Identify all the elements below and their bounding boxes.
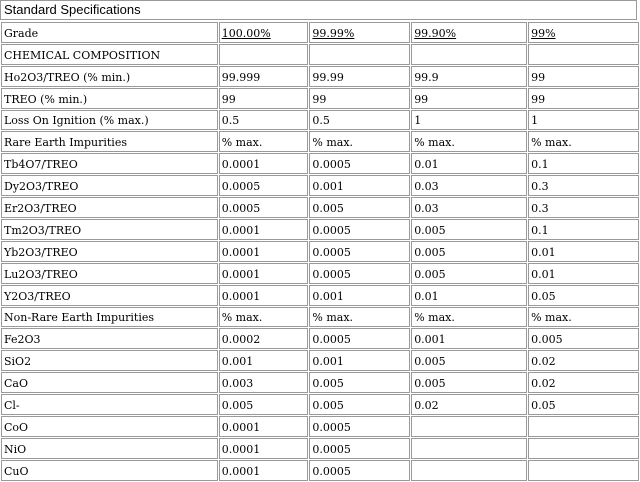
table-row — [1, 88, 639, 109]
value-cell: 0.005 — [411, 350, 527, 371]
row-label-cell: SiO2 — [1, 350, 218, 371]
row-label-cell: Ho2O3/TREO (% min.) — [1, 66, 218, 87]
value-cell: % max. — [528, 131, 639, 152]
table-row — [1, 394, 639, 415]
row-label-cell: Rare Earth Impurities — [1, 131, 218, 152]
spec-table-body — [1, 22, 639, 481]
value-cell: 0.003 — [219, 372, 309, 393]
table-row — [1, 241, 639, 262]
value-cell — [309, 44, 410, 65]
value-cell: 0.0002 — [219, 328, 309, 349]
value-cell — [528, 416, 639, 437]
value-cell: 0.001 — [219, 350, 309, 371]
row-label-cell: CoO — [1, 416, 218, 437]
value-cell: 0.005 — [309, 197, 410, 218]
table-row — [1, 350, 639, 371]
value-cell: 0.03 — [411, 175, 527, 196]
value-cell: % max. — [411, 307, 527, 328]
value-cell: 99% — [528, 22, 639, 43]
value-cell: 0.005 — [219, 394, 309, 415]
value-cell: 0.0001 — [219, 416, 309, 437]
table-row — [1, 219, 639, 240]
value-cell: 0.3 — [528, 175, 639, 196]
value-cell: 0.0005 — [309, 263, 410, 284]
row-label-cell: Loss On Ignition (% max.) — [1, 110, 218, 131]
value-cell: 0.0005 — [309, 438, 410, 459]
value-cell: 0.03 — [411, 197, 527, 218]
value-cell: 0.1 — [528, 219, 639, 240]
value-cell: 0.01 — [528, 263, 639, 284]
row-label-cell: Non-Rare Earth Impurities — [1, 307, 218, 328]
value-cell — [411, 44, 527, 65]
table-row — [1, 263, 639, 284]
value-cell: 0.005 — [309, 372, 410, 393]
table-row — [1, 460, 639, 481]
value-cell: 0.005 — [411, 263, 527, 284]
row-label-cell: Dy2O3/TREO — [1, 175, 218, 196]
value-cell: 0.001 — [309, 285, 410, 306]
row-label-cell: Yb2O3/TREO — [1, 241, 218, 262]
value-cell: 0.0005 — [309, 153, 410, 174]
value-cell: 0.1 — [528, 153, 639, 174]
value-cell: % max. — [309, 131, 410, 152]
value-cell: 100.00% — [219, 22, 309, 43]
value-cell: 0.0001 — [219, 263, 309, 284]
table-row — [1, 416, 639, 437]
value-cell: 99 — [219, 88, 309, 109]
table-row — [1, 131, 639, 152]
table-row — [1, 153, 639, 174]
row-label-cell: Cl- — [1, 394, 218, 415]
value-cell: 99.99 — [309, 66, 410, 87]
value-cell: 1 — [528, 110, 639, 131]
value-cell: 99 — [309, 88, 410, 109]
row-label-cell: Grade — [1, 22, 218, 43]
value-cell: 0.0001 — [219, 460, 309, 481]
table-title: Standard Specifications — [0, 0, 637, 20]
value-cell: 0.02 — [411, 394, 527, 415]
value-cell — [219, 44, 309, 65]
value-cell: 0.0005 — [309, 460, 410, 481]
table-row — [1, 66, 639, 87]
value-cell: 0.001 — [309, 175, 410, 196]
value-cell — [411, 416, 527, 437]
row-label-cell: NiO — [1, 438, 218, 459]
value-cell: 0.005 — [411, 219, 527, 240]
spec-table — [0, 21, 640, 482]
value-cell: 99 — [411, 88, 527, 109]
value-cell: 0.0001 — [219, 438, 309, 459]
row-label-cell: Fe2O3 — [1, 328, 218, 349]
value-cell: 0.01 — [411, 153, 527, 174]
value-cell: 0.0001 — [219, 241, 309, 262]
value-cell: 0.0005 — [309, 328, 410, 349]
row-label-cell: CuO — [1, 460, 218, 481]
row-label-cell: TREO (% min.) — [1, 88, 218, 109]
value-cell: 99 — [528, 88, 639, 109]
value-cell: 0.0001 — [219, 153, 309, 174]
value-cell: % max. — [309, 307, 410, 328]
row-label-cell: CHEMICAL COMPOSITION — [1, 44, 218, 65]
value-cell: 0.01 — [528, 241, 639, 262]
value-cell: % max. — [411, 131, 527, 152]
value-cell: 0.0005 — [309, 219, 410, 240]
value-cell: 1 — [411, 110, 527, 131]
value-cell: 0.02 — [528, 350, 639, 371]
row-label-cell: Tb4O7/TREO — [1, 153, 218, 174]
value-cell: 0.0005 — [219, 197, 309, 218]
value-cell: 99.999 — [219, 66, 309, 87]
value-cell: 0.005 — [411, 241, 527, 262]
value-cell: 0.02 — [528, 372, 639, 393]
table-row — [1, 44, 639, 65]
row-label-cell: Lu2O3/TREO — [1, 263, 218, 284]
value-cell: 0.01 — [411, 285, 527, 306]
table-row — [1, 175, 639, 196]
value-cell — [411, 460, 527, 481]
value-cell: % max. — [219, 307, 309, 328]
value-cell: 0.005 — [411, 372, 527, 393]
value-cell: 0.001 — [411, 328, 527, 349]
row-label-cell: Y2O3/TREO — [1, 285, 218, 306]
value-cell: 0.0005 — [309, 416, 410, 437]
table-row — [1, 328, 639, 349]
value-cell: % max. — [528, 307, 639, 328]
value-cell: % max. — [219, 131, 309, 152]
value-cell: 0.0001 — [219, 219, 309, 240]
table-row — [1, 285, 639, 306]
table-row — [1, 307, 639, 328]
value-cell: 0.05 — [528, 285, 639, 306]
row-label-cell: Tm2O3/TREO — [1, 219, 218, 240]
value-cell — [528, 44, 639, 65]
value-cell: 0.0001 — [219, 285, 309, 306]
value-cell: 0.0005 — [219, 175, 309, 196]
value-cell: 0.3 — [528, 197, 639, 218]
grade-header-row — [1, 22, 639, 43]
row-label-cell: CaO — [1, 372, 218, 393]
value-cell: 99 — [528, 66, 639, 87]
value-cell: 99.90% — [411, 22, 527, 43]
table-row — [1, 197, 639, 218]
table-row — [1, 372, 639, 393]
value-cell: 0.005 — [528, 328, 639, 349]
value-cell: 0.005 — [309, 394, 410, 415]
value-cell: 99.99% — [309, 22, 410, 43]
value-cell: 99.9 — [411, 66, 527, 87]
table-row — [1, 110, 639, 131]
value-cell: 0.001 — [309, 350, 410, 371]
value-cell: 0.0005 — [309, 241, 410, 262]
row-label-cell: Er2O3/TREO — [1, 197, 218, 218]
value-cell: 0.5 — [309, 110, 410, 131]
value-cell — [528, 460, 639, 481]
value-cell: 0.5 — [219, 110, 309, 131]
value-cell: 0.05 — [528, 394, 639, 415]
